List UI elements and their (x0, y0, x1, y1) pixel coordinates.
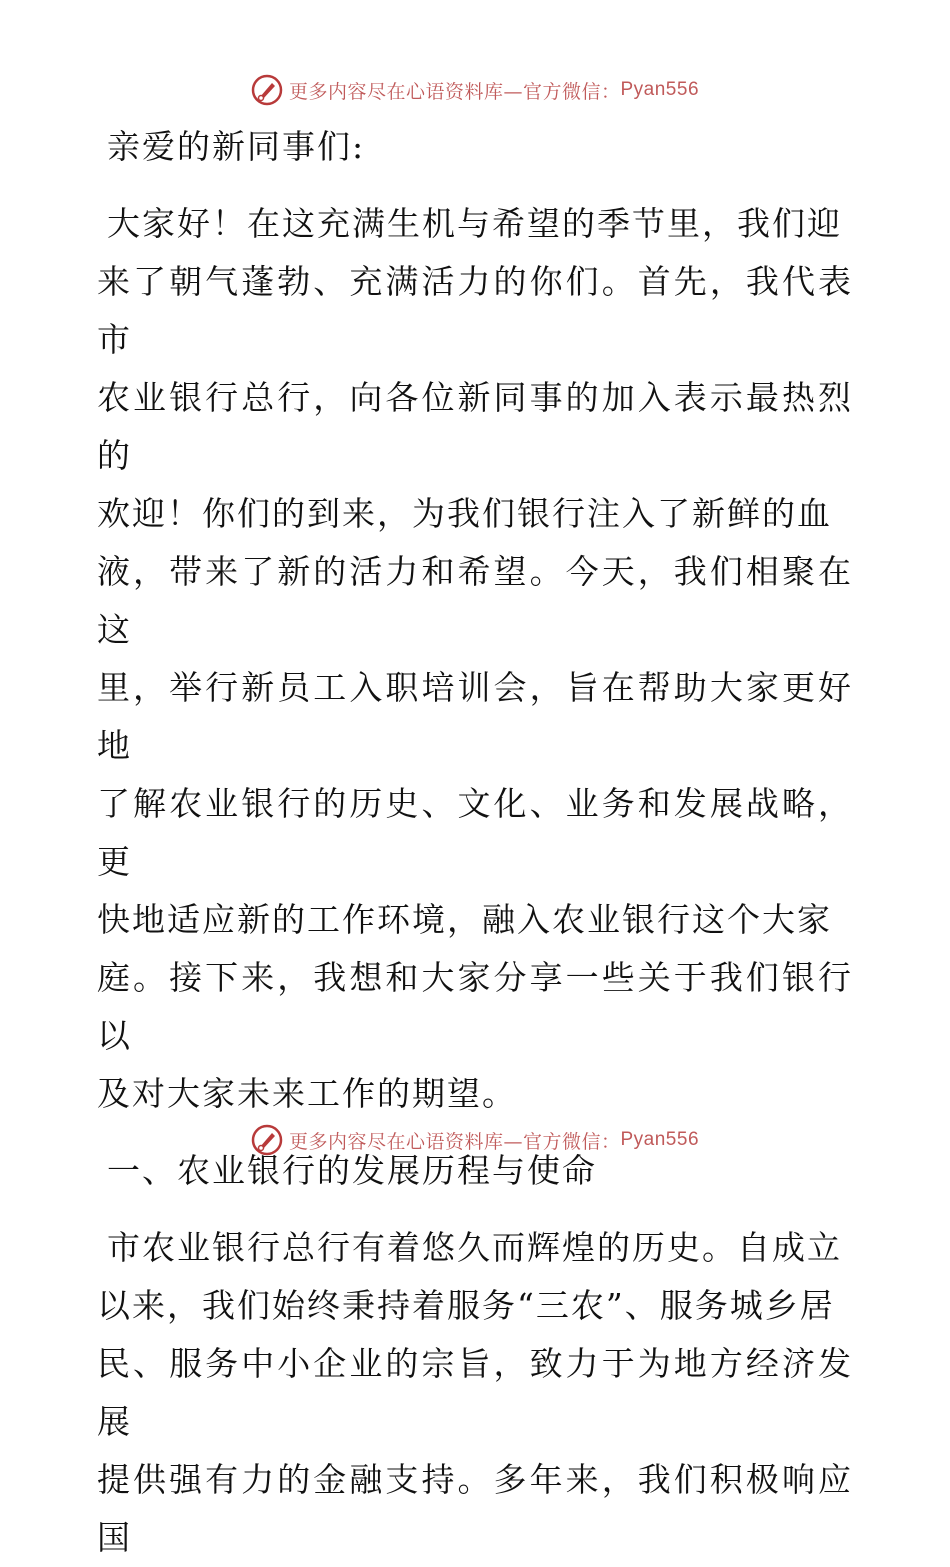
banner-text: 更多内容尽在心语资料库—官方微信： (288, 80, 621, 103)
banner-wechat-id: Pyan556 (620, 79, 700, 100)
section-paragraph (97, 1219, 853, 1567)
text-line: 里，举行新员工入职培训会，旨在帮助大家更好地 (97, 668, 853, 765)
text-line: 以来，我们始终秉持着服务“三农”、服务城乡居 (97, 1286, 835, 1325)
text-line: 市农业银行总行有着悠久而辉煌的历史。自成立 (107, 1228, 842, 1267)
text-line: 来了朝气蓬勃、充满活力的你们。首先，我代表市 (97, 262, 853, 359)
text-line: 庭。接下来，我想和大家分享一些关于我们银行以 (97, 958, 853, 1055)
greeting: 亲爱的新同事们: (107, 127, 366, 166)
banner-wechat-id: Pyan556 (620, 1129, 700, 1150)
text-line: 快地适应新的工作环境，融入农业银行这个大家 (97, 900, 832, 939)
intro-paragraph (97, 195, 853, 1123)
banner-text: 更多内容尽在心语资料库—官方微信： (288, 1130, 621, 1153)
section-heading: 一、农业银行的发展历程与使命 (107, 1151, 597, 1190)
document-body (97, 118, 853, 1567)
text-line: 农业银行总行，向各位新同事的加入表示最热烈的 (97, 378, 853, 475)
footer-banner (0, 1120, 950, 1160)
text-line: 了解农业银行的历史、文化、业务和发展战略，更 (97, 784, 853, 881)
quill-seal-logo-icon (251, 74, 283, 106)
text-line: 提供强有力的金融支持。多年来，我们积极响应国 (97, 1460, 853, 1557)
quill-seal-logo-icon (251, 1124, 283, 1156)
text-line: 液，带来了新的活力和希望。今天，我们相聚在这 (97, 552, 853, 649)
text-line: 及对大家未来工作的期望。 (97, 1074, 517, 1113)
text-line: 民、服务中小企业的宗旨，致力于为地方经济发展 (97, 1344, 853, 1441)
header-banner (0, 70, 950, 110)
text-line: 欢迎！你们的到来，为我们银行注入了新鲜的血 (97, 494, 832, 533)
text-line: 大家好！在这充满生机与希望的季节里，我们迎 (107, 204, 842, 243)
